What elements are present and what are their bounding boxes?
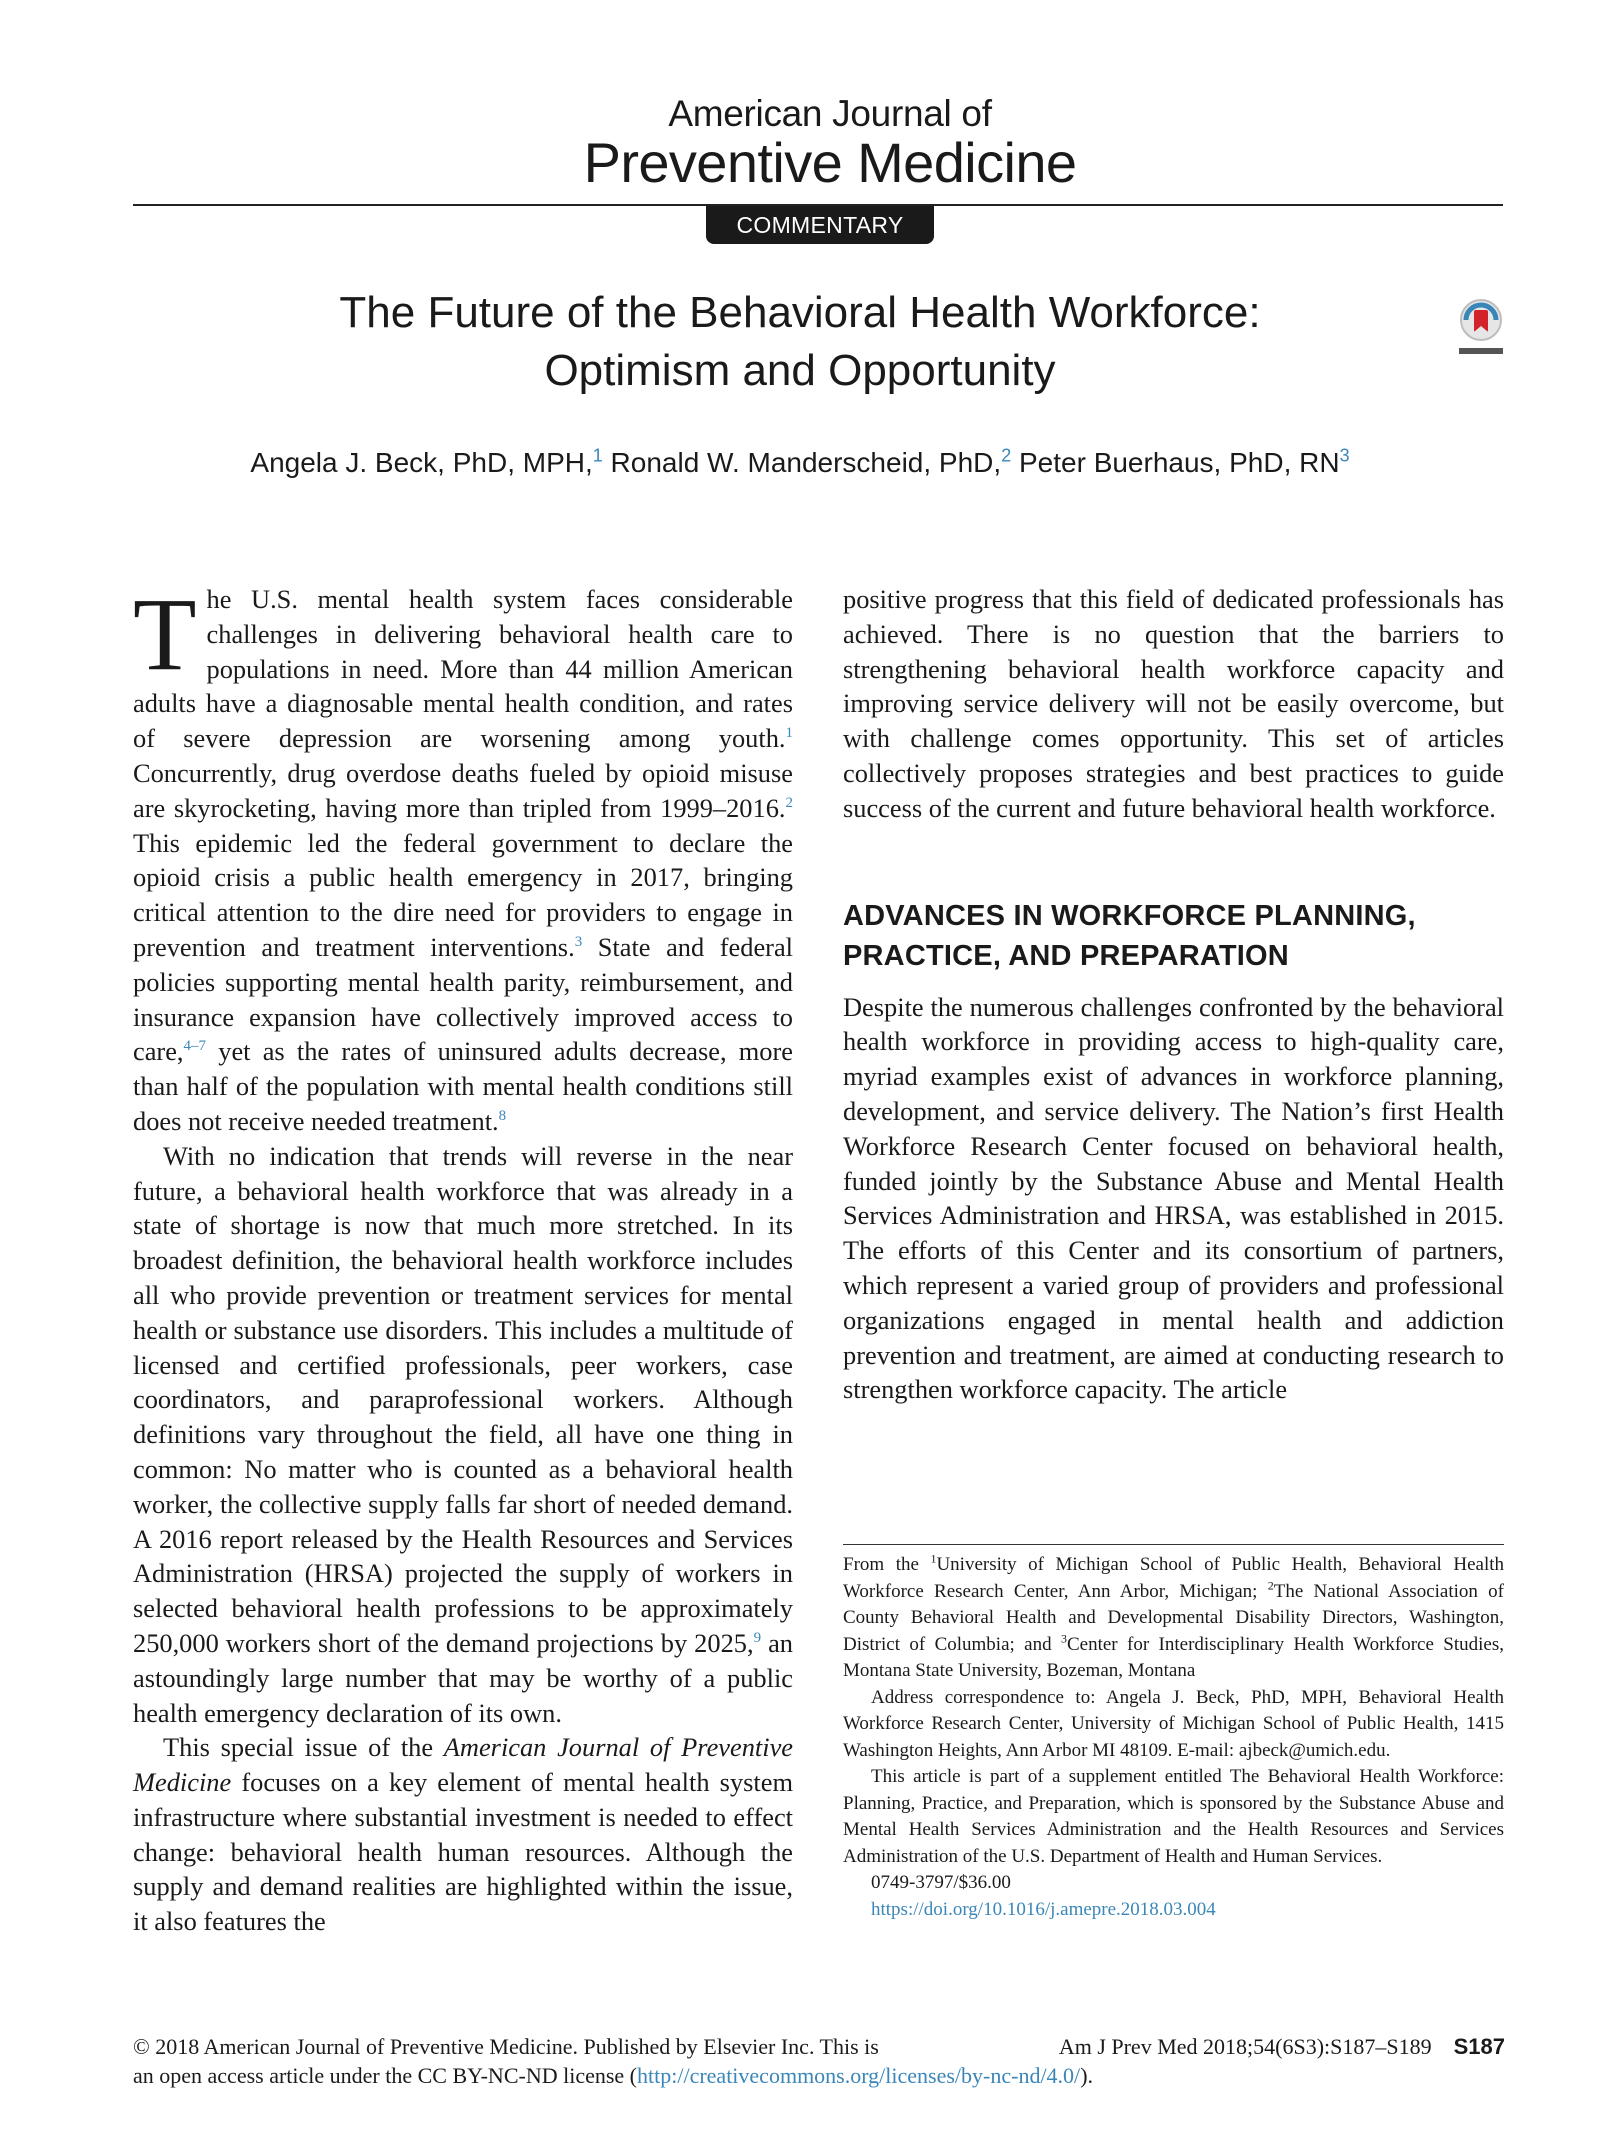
reference-link[interactable]: 2 <box>785 794 793 811</box>
reference-link[interactable]: 9 <box>753 1630 762 1647</box>
journal-title-line2: Preventive Medicine <box>583 131 1077 194</box>
paragraph: Despite the numerous challenges confronted by the behavioral health workforce in providing access to high-quality care, myriad examples exist of advances in workforce planning, development, and service delivery. The Nation’s first Health Workforce Research Center focused on behavioral health, funded jointly by the Substance Abuse and Mental Health Services Administration and HRSA, was established in 2015. The efforts of this Center and its consortium of partners, which represent a varied group of providers and professional organizations engaged in mental health and addiction prevention and treatment, are aimed at conducting research to strengthen workforce capacity. The article <box>843 991 1504 1405</box>
section-heading <box>843 896 1504 976</box>
paragraph: positive progress that this field of dedicated professionals has achieved. There is no question that the barriers to strengthening behavioral health workforce capacity and improving service delivery will not be easily overcome, but with challenge comes opportunity. This set of articles collectively proposes strategies and best practices to guide success of the current and future behavioral health workforce. <box>843 584 1504 823</box>
section-badge: COMMENTARY <box>706 206 934 244</box>
journal-title-line1: American Journal of <box>668 93 992 134</box>
reference-link[interactable]: 3 <box>574 934 583 951</box>
drop-cap: T <box>133 577 197 692</box>
page-footer <box>133 2032 1505 2090</box>
article-title <box>200 284 1400 400</box>
journal-name-italic: American Journal of Preventive Medicine <box>133 1732 793 1798</box>
reference-link[interactable]: 1 <box>785 725 793 742</box>
author-list <box>100 438 1500 481</box>
paragraph: With no indication that trends will reverse in the near future, a behavioral health workforce that was already in a state of shortage is now that much more stretched. In its broadest definition, the behavioral health workforce includes all who provide prevention or treatment services for mental health or substance use disorders. This includes a multitude of licensed and certified professionals, peer workers, case coordinators, and paraprofessional workers. Although definitions vary throughout the field, all have one thing in common: No matter who is counted as a behavioral health worker, the collective supply falls far short of needed demand. A 2016 report released by the Health Resources and Services Administration (HRSA) projected the supply of workers in selected behavioral health professions to be approximately 250,000 workers short of the demand projections by 2025,$^9$ an astoundingly large number that may be worthy of a public health emergency declaration of its own. <box>133 1140 793 1728</box>
author-3: Peter Buerhaus, PhD, $RN^3$ <box>1018 446 1350 479</box>
footnotes <box>843 1552 1504 1923</box>
section-heading-line2: PRACTICE, AND PREPARATION <box>843 939 1289 972</box>
affiliation-ref[interactable]: 1 <box>592 446 603 466</box>
journal-masthead <box>0 94 1600 192</box>
doi-link[interactable]: https://doi.org/10.1016/j.amepre.2018.03.004 <box>871 1898 1216 1920</box>
license-line: an open access article under the CC BY-NC-ND license (http://creativecommons.org/licenses/by-nc-nd/4.0/). <box>133 2063 1094 2088</box>
correspondence-address: Address correspondence to: Angela J. Beck, PhD, MPH, Behavioral Health Workforce Research Center, University of Michigan School of Public Health, 1415 Washington Heights, Ann Arbor MI 48109. E-mail: ajbeck@umich.edu. <box>843 1686 1504 1761</box>
issn-price: 0749-3797/$36.00 <box>871 1872 1011 1893</box>
reference-link[interactable]: 4–7 <box>183 1038 207 1055</box>
article-title-line1: The Future of the Behavioral Health Workforce: <box>339 288 1261 337</box>
article-title-line2: Optimism and Opportunity <box>544 346 1056 395</box>
supplement-note: This article is part of a supplement entitled The Behavioral Health Workforce: Planning, Practice, and Preparation, which is sponsored by the Substance Abuse and Mental Health Services Administration and the Health Resources and Services Administration of the U.S. Department of Health and Human Services. <box>843 1766 1504 1867</box>
footnote-rule <box>843 1544 1504 1545</box>
crossmark-icon[interactable] <box>1456 298 1506 360</box>
citation-text: Am J Prev Med 2018;54(6S3):S187–S189 <box>1058 2034 1432 2059</box>
affiliation-ref[interactable]: 2 <box>1001 446 1012 466</box>
paragraph: The U.S. mental health system faces considerable challenges in delivering behavioral health care to populations in need. More than 44 million American adults have a diagnosable mental health condition, and rates of severe depression are worsening among youth.$^1$ Concurrently, drug overdose deaths fueled by opioid misuse are skyrocketing, having more than tripled from 1999–2016.$^2$ This epidemic led the federal government to declare the opioid crisis a public health emergency in 2017, bringing critical attention to the dire need for providers to engage in prevention and treatment interventions.$^3$ State and federal policies supporting mental health parity, reimbursement, and insurance expansion have collectively improved access to care,$^{4-7}$ yet as the rates of uninsured adults decrease, more than half of the population with mental health conditions still does not receive needed treatment.$^8$ <box>133 577 793 1136</box>
reference-link[interactable]: 8 <box>498 1108 507 1125</box>
paragraph: This special issue of the American Journal of Preventive Medicine focuses on a key element of mental health system infrastructure where substantial investment is needed to effect change: behavioral health human resources. Although the supply and demand realities are highlighted within the issue, it also features the <box>133 1732 793 1937</box>
page-number: S187 <box>1453 2034 1505 2059</box>
affiliations: From the $^1$University of Michigan School of Public Health, Behavioral Health Workforce Research Center, Ann Arbor, Michigan; $^2$The National Association of County Behavioral Health and Developmental Disability Directors, Washington, District of Columbia; and $^3$Center for Interdisciplinary Health Workforce Studies, Montana State University, Bozeman, Montana <box>843 1551 1505 1681</box>
copyright-text: © 2018 American Journal of Preventive Medicine. Published by Elsevier Inc. This is <box>133 2034 879 2059</box>
body-column-right <box>843 582 1504 1407</box>
affiliation-ref[interactable]: 3 <box>1339 446 1350 466</box>
license-link[interactable]: http://creativecommons.org/licenses/by-nc-nd/4.0/ <box>637 2063 1081 2088</box>
author-1: Angela J. Beck, PhD, MPH,$^1$ <box>250 446 603 479</box>
body-column-left <box>133 577 793 1939</box>
section-heading-line1: ADVANCES IN WORKFORCE PLANNING, <box>843 899 1416 932</box>
author-2: Ronald W. Manderscheid, PhD,$^2$ <box>610 446 1012 479</box>
